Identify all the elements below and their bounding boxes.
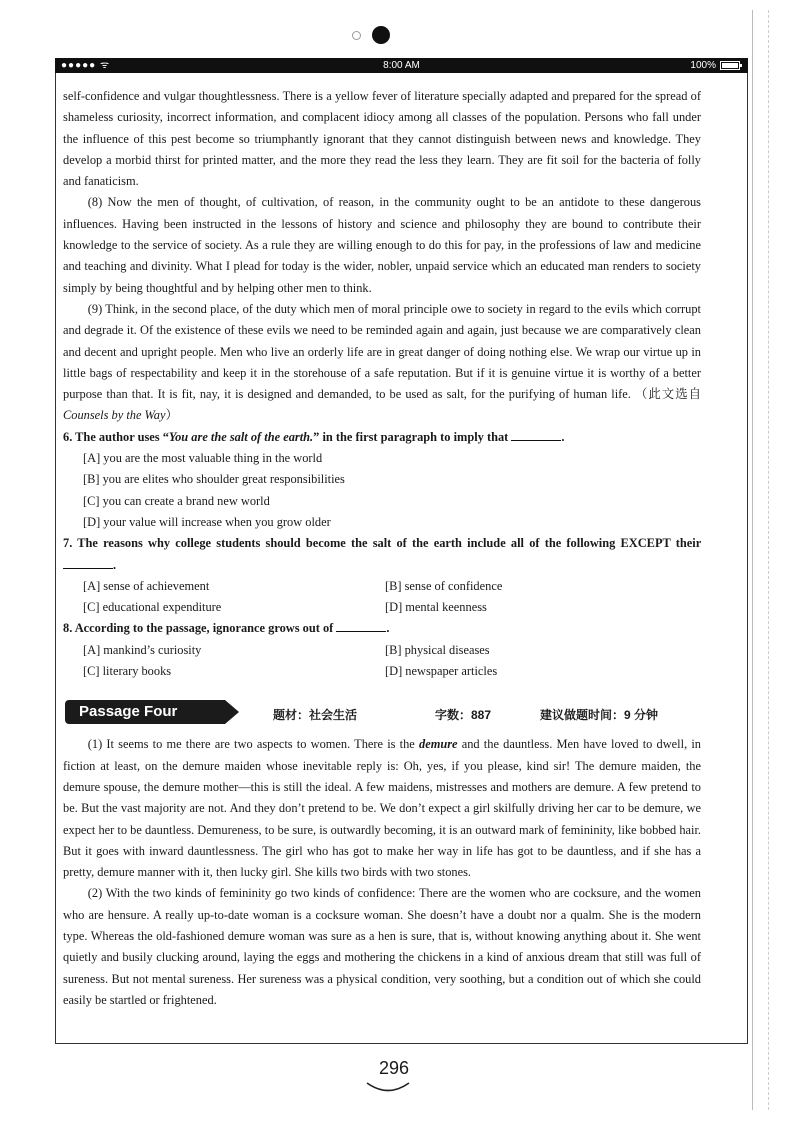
page-content [63, 86, 701, 1011]
answer-blank [336, 621, 386, 632]
question-6: 6. The author uses “You are the salt of the earth.” in the first paragraph to imply that . [63, 429, 565, 444]
option-8d: [D] newspaper articles [385, 664, 498, 679]
source-prefix: （此文选自 [635, 387, 701, 402]
options-8-row2 [63, 661, 701, 682]
options-7-row1 [63, 576, 701, 597]
page-number-block [364, 1058, 424, 1079]
camera-sensor-icon [352, 31, 361, 40]
margin-rule [752, 10, 753, 1110]
page-number-swoosh-icon [365, 1080, 411, 1094]
page-number: 296 [378, 1058, 410, 1078]
question-7: 7. The reasons why college students should become the salt of the earth include all of the following EXCEPT their . [63, 536, 701, 572]
option-6c: [C] you can create a brand new world [83, 493, 270, 508]
paragraph-8: (8) Now the men of thought, of cultivation, of reason, in the community ought to be an antidote to these dangerous influences. Having been instructed in the lessons of history and science and philosophy they are bound to contribute their knowledge to the service of society. As a rule they are willing enough to do this for pay, in the professions of law and medicine and teaching and divinity. What I plead for today is the wider, nobler, unpaid service which an educated man renders to society simply by being thoughtful and by helping other men to think. [63, 195, 701, 295]
p1-text-b: and the dauntless. Men have loved to dwell, in fiction at least, on the demure maiden whose inevitable reply is: Oh, yes, if you please, kind sir! The demure maiden, the demure spouse, the demure mother—this is still the ideal. A few maidens, mistresses and mothers are demure. A few pretend to be. But the vast majority are not. And they don’t pretend to be. We don’t expect a girl skilfully driving her car to be demure, we expect her to be dauntless. Demureness, to be sure, is outwardly becoming, it is an outward mark of femininity, like bobbed hair. But it goes with inward dauntlessness. The girl who has got to make her way in life has got to be dauntless, and if she has a pretty, demure manner with it, then lucky girl. She kills two birds with two stones. [63, 737, 701, 880]
question-6-quote: You are the salt of the earth. [168, 429, 314, 444]
paragraph-continued: self-confidence and vulgar thoughtlessness. There is a yellow fever of literature specially adapted and prepared for the spread of shameless curiosity, incorrect information, and complacent idiocy among all classes of the population. Persons who fall under the influence of this pest become so triumphantly ignorant that they cannot distinguish between news and knowledge. They develop a morbid thirst for printed matter, and the more they read the less they learn. They are fit soil for the bacteria of folly and fanaticism. [63, 89, 701, 189]
options-8-row1 [63, 640, 701, 661]
answer-blank [511, 430, 561, 441]
camera-icon [372, 26, 390, 44]
question-7-stem: 7. The reasons why college students should become the salt of the earth include all of the following EXCEPT their [63, 536, 701, 551]
option-6d: [D] your value will increase when you grow older [83, 514, 331, 529]
margin-rule-dashed [768, 10, 770, 1110]
option-7d: [D] mental keenness [385, 600, 487, 615]
badge-arrow-icon [225, 700, 239, 724]
option-6a: [A] you are the most valuable thing in the world [83, 451, 323, 466]
option-8b: [B] physical diseases [385, 642, 490, 657]
passage-badge: Passage Four [65, 700, 225, 724]
option-7c: [C] educational expenditure [83, 600, 222, 615]
paragraph-9 [63, 299, 701, 427]
paragraph-9-text: (9) Think, in the second place, of the duty which men of moral principle owe to society in regard to the evils which corrupt and degrade it. Of the existence of these evils we need to be reminded again and again, just because we are comparatively clean and decent and upright people. Men who live an orderly life are in great danger of doing nothing else. We wrap our virtue up in little bags of respectability and keep it in the storehouse of a safe reputation. But if it is genuine virtue it is worthy of a better purpose than that. It is fit, nay, it is designed and demanded, to be used as salt, for the purifying of human life. [63, 301, 701, 402]
source-title: Counsels by the Way [63, 408, 166, 423]
battery-icon [720, 61, 740, 70]
status-time: 8:00 AM [383, 60, 420, 71]
passage4-paragraph-1 [63, 734, 701, 883]
question-8: 8. According to the passage, ignorance grows out of . [63, 621, 390, 636]
question-6-stem: 6. The author uses “ [63, 429, 169, 444]
option-6b: [B] you are elites who shoulder great responsibilities [83, 472, 345, 487]
option-8c: [C] literary books [83, 664, 172, 679]
option-7b: [B] sense of confidence [385, 578, 503, 593]
passage-suggested-time: 建议做题时间：9 分钟 [540, 708, 659, 723]
battery-indicator [690, 58, 740, 73]
status-bar [55, 58, 748, 73]
options-7-row2 [63, 597, 701, 618]
question-6-stem-end: ” in the first paragraph to imply that [313, 429, 509, 444]
option-8a: [A] mankind’s curiosity [83, 642, 202, 657]
passage-topic: 题材：社会生活 [273, 708, 358, 723]
option-7a: [A] sense of achievement [83, 578, 210, 593]
question-8-stem: 8. According to the passage, ignorance grows out of [63, 621, 334, 636]
answer-blank [63, 558, 113, 569]
p1-text-a: (1) It seems to me there are two aspects to women. There is the [87, 737, 419, 752]
battery-percent: 100% [690, 60, 716, 71]
p1-emphasis: demure [419, 737, 458, 752]
source-suffix: ） [165, 408, 178, 423]
passage4-paragraph-2: (2) With the two kinds of femininity go two kinds of confidence: There are the women who are cocksure, and the women who are hensure. A really up-to-date woman is a cocksure woman. She doesn’t have a doubt nor a qualm. She is the modern type. Whereas the old-fashioned demure woman was sure as a hen is sure, that is, without knowing anything about it. She went quietly and busily clucking around, laying the eggs and mothering the chickens in a kind of anxious dream that still was full of sureness. But not mental sureness. Her sureness was a physical condition, very soothing, but a condition out of which she could easily be startled or frightened. [63, 886, 701, 1007]
passage-word-count: 字数：887 [435, 708, 492, 723]
passage-header [63, 696, 701, 728]
signal-icon: ●●●●● ᯤ [61, 60, 111, 71]
